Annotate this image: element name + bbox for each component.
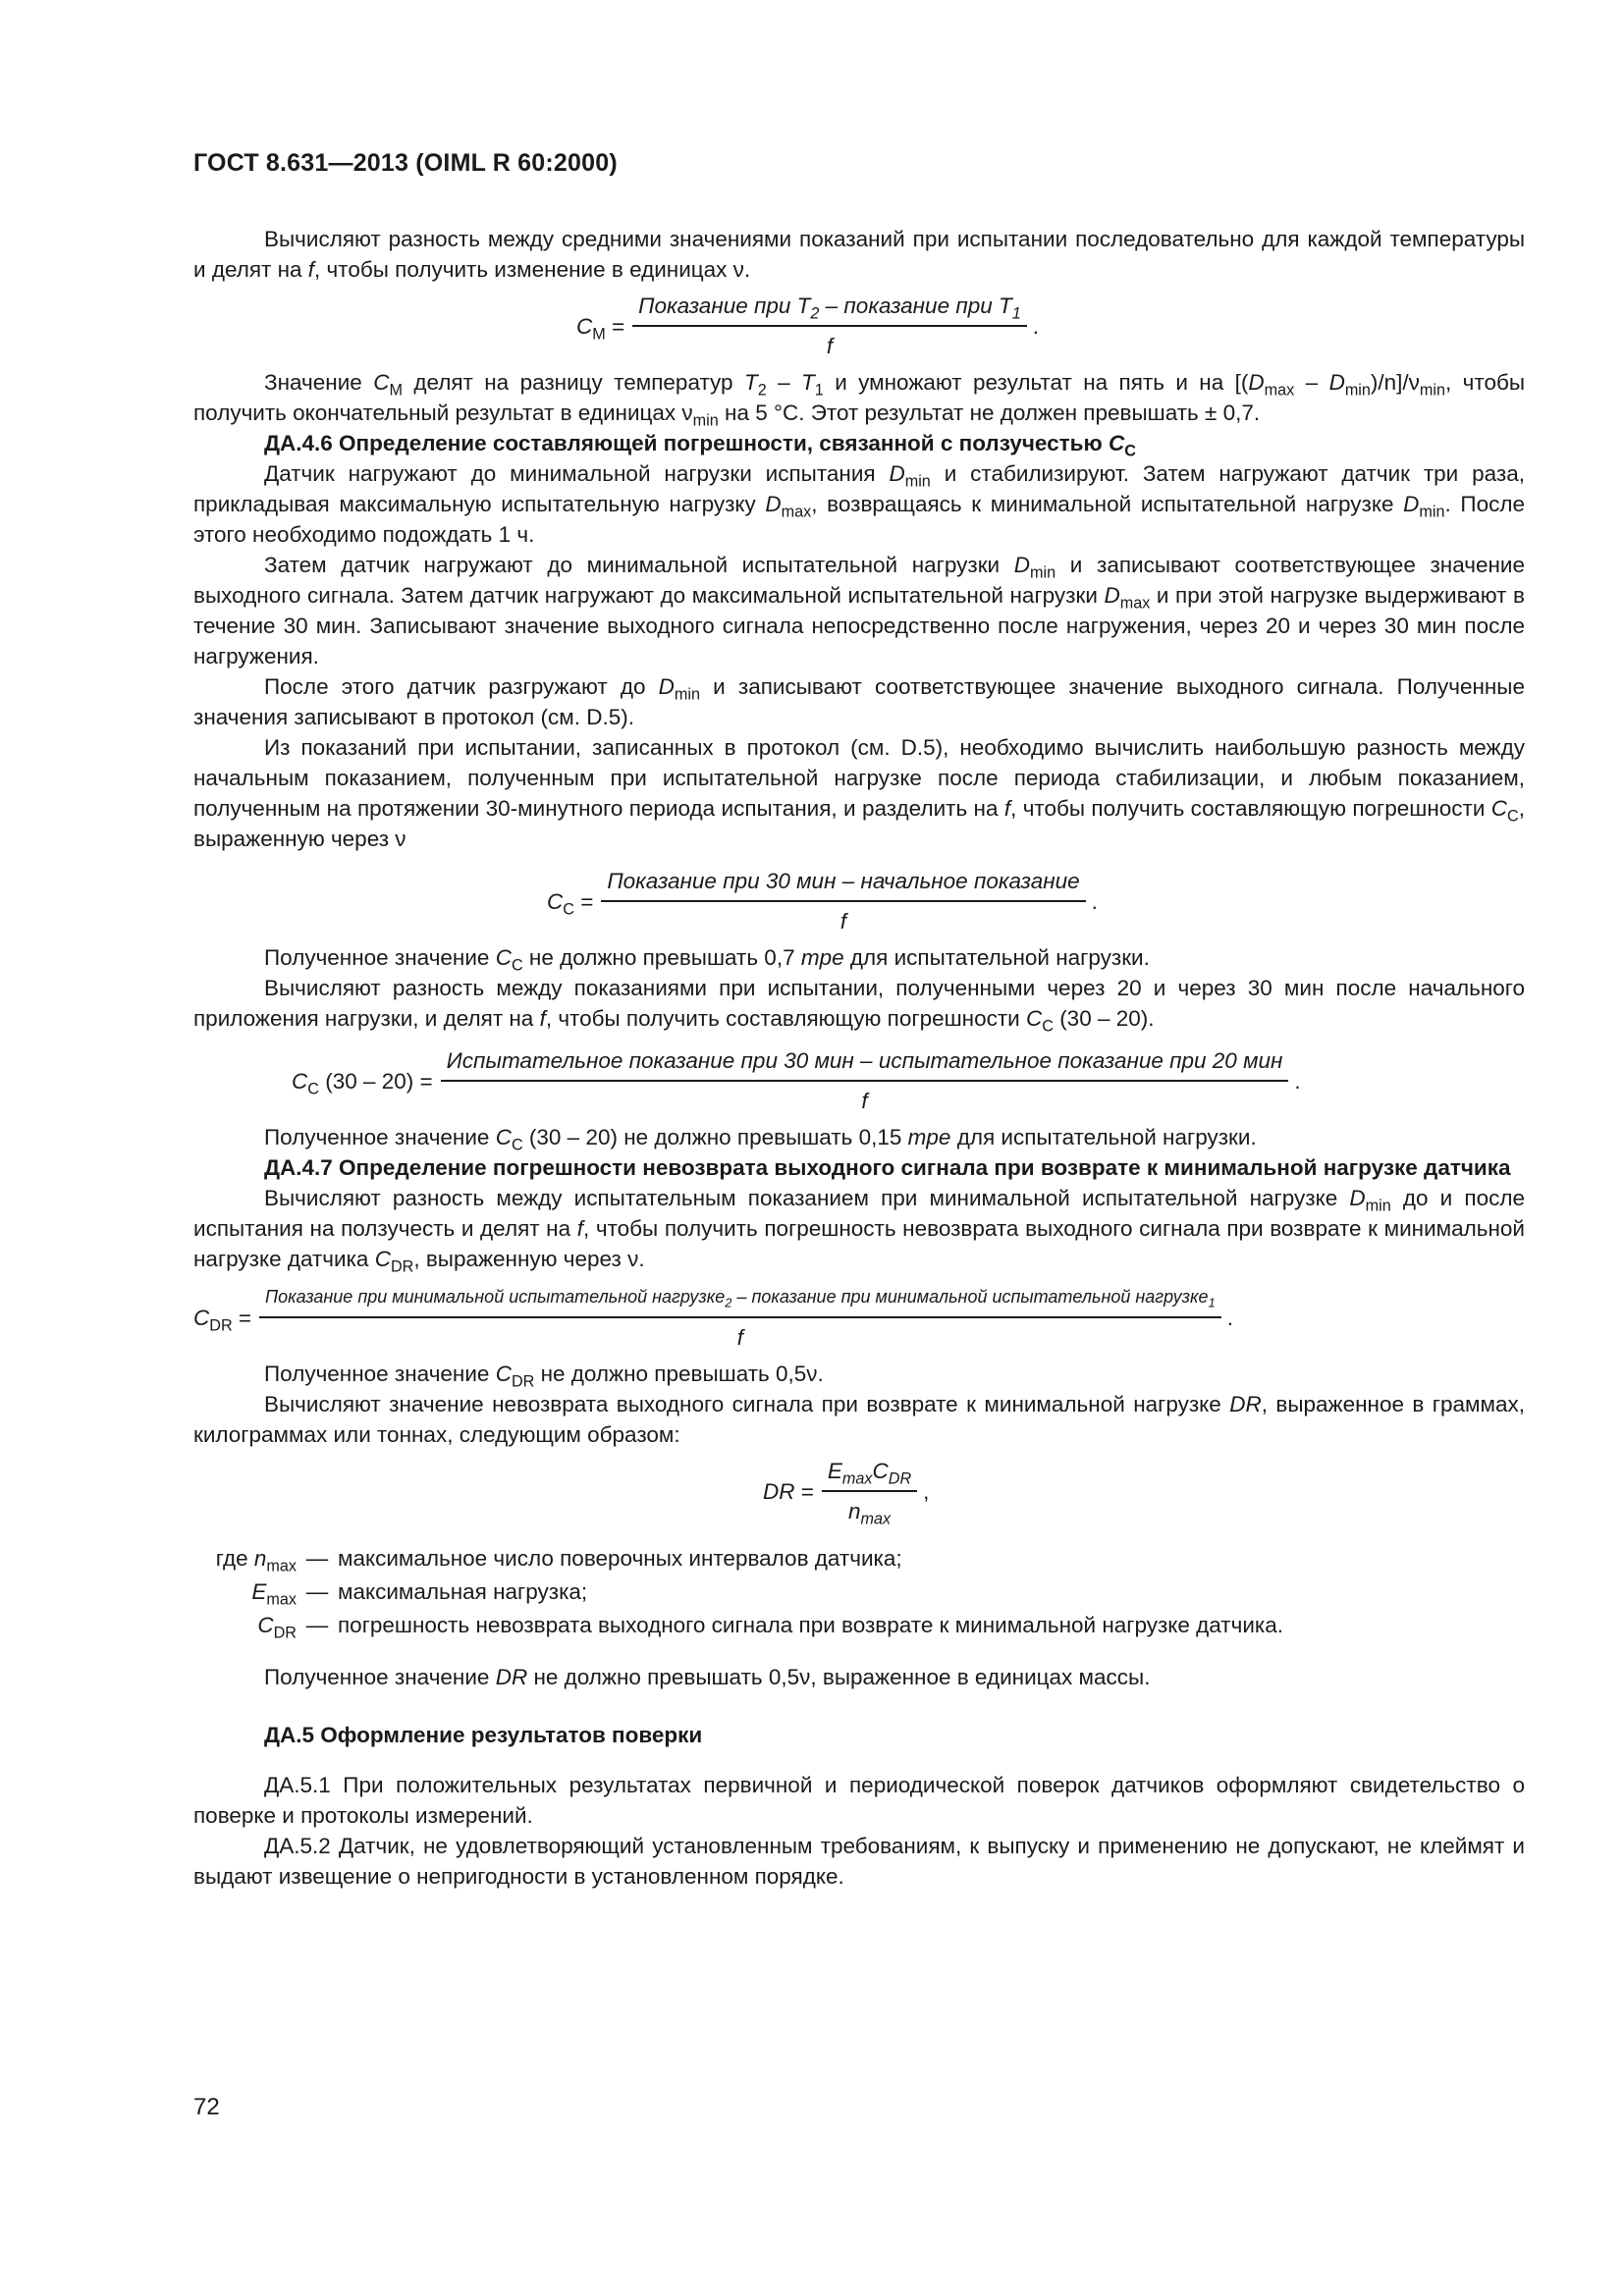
document-body xyxy=(193,224,1525,1892)
paragraph-5-1: ДА.5.1 При положительных результатах первичной и периодической поверок датчиков оформляют свидетельство о поверке и протоколы измерений. xyxy=(193,1773,1525,1828)
paragraph-creep-1: Датчик нагружают до минимальной нагрузки испытания $D_{min}$ и стабилизируют. Затем нагружают датчик три раза, прикладывая максимальную испытательную нагрузку $D_{max}$, возвращаясь к минимальной испытательной нагрузке $D_{min}$. После этого необходимо подождать 1 ч. xyxy=(193,461,1525,547)
document-header: ГОСТ 8.631—2013 (OIML R 60:2000) xyxy=(193,149,618,177)
paragraph-creep-4: Из показаний при испытании, записанных в протокол (см. D.5), необходимо вычислить наибольшую разность между начальным показанием, полученным при испытательной нагрузке после периода стабилизации, и любым показанием, полученным на протяжении 30-минутного периода испытания, и разделить на f, чтобы получить составляющую погрешности $C_C$, выраженную через ν xyxy=(193,735,1525,851)
fraction: $\frac{Показание при T_2 - показание при T_1}{f}$ xyxy=(632,291,1027,361)
formula-cdr: $C_{DR}$ = Показание при минимальной испытательной нагрузке$_2$ – показание при минимальной испытательной нагрузке$_1$ f . xyxy=(193,1282,1525,1353)
formula-cm: $C_M$ = $\frac{Показание при T_2 - показание при T_1}{f}$ . xyxy=(576,291,1525,361)
section-heading-5: ДА.5 Оформление результатов поверки xyxy=(264,1723,703,1747)
paragraph-5-2: ДА.5.2 Датчик, не удовлетворяющий установленным требованиям, к выпуску и применению не допускают, не клеймят и выдают извещение о непригодности в установленном порядке. xyxy=(193,1834,1525,1889)
paragraph-return-1: Вычисляют разность между испытательным показанием при минимальной испытательной нагрузке $D_{min}$ до и после испытания на ползучесть и делят на f, чтобы получить погрешность невозврата выходного сигнала при возврате к минимальной нагрузке датчика $C_{DR}$, выраженную через ν. xyxy=(193,1186,1526,1276)
section-heading-4-7: ДА.4.7 Определение погрешности невозврата выходного сигнала при возврате к минимальной нагрузке датчика xyxy=(264,1155,1511,1180)
paragraph-cdr-limit: Полученное значение $C_{DR}$ не должно превышать 0,5ν. xyxy=(264,1362,824,1391)
fraction: Испытательное показание при 30 мин – испытательное показание при 20 мин f xyxy=(441,1045,1289,1116)
page-number: 72 xyxy=(193,2094,220,2120)
paragraph-dr-limit: Полученное значение DR не должно превышать 0,5ν, выраженное в единицах массы. xyxy=(264,1665,1151,1689)
paragraph-creep-2: Затем датчик нагружают до минимальной испытательной нагрузки $D_{min}$ и записывают соответствующее значение выходного сигнала. Затем датчик нагружают до максимальной испытательной нагрузки $D_{max}$ и при этой нагрузке выдерживают в течение 30 мин. Записывают значение выходного сигнала непосредственно после нагружения, через 20 и через 30 мин после нагружения. xyxy=(193,553,1525,668)
paragraph-cc-diff: Вычисляют разность между показаниями при испытании, полученными через 20 и через 30 мин после начального приложения нагрузки, и делят на f, чтобы получить составляющую погрешности $C_C$ (30 – 20). xyxy=(193,976,1525,1036)
where-item: $E_{max}$ — максимальная нагрузка; xyxy=(251,1579,588,1609)
paragraph-cm-value: Значение $C_M$ делят на разницу температур $T_2 - T_1$ и умножают результат на пять и на $[(D_{max} - D_{min})/n]/\nu_{min}$, чтобы получить окончательный результат в единицах $\nu_{min}$ на 5 °С. Этот результат не должен превышать ± 0,7. xyxy=(193,370,1526,430)
formula-cc-30-20: $C_C$ (30 – 20) = Испытательное показание при 30 мин – испытательное показание при 20 мин f . xyxy=(292,1045,1525,1116)
paragraph-cc-30-20-limit: Полученное значение $C_C$ (30 – 20) не должно превышать 0,15 mpe для испытательной нагрузки. xyxy=(264,1125,1257,1154)
fraction: Показание при минимальной испытательной нагрузке$_2$ – показание при минимальной испытательной нагрузке$_1$ f xyxy=(259,1282,1221,1353)
formula-dr: DR = $\frac{E_{max}C_{DR}}{n_{max}}$ , xyxy=(763,1456,1525,1526)
paragraph-dr-calc: Вычисляют значение невозврата выходного сигнала при возврате к минимальной нагрузке DR, выраженное в граммах, килограммах или тоннах, следующим образом: xyxy=(193,1392,1525,1447)
where-item: $C_{DR}$ — погрешность невозврата выходного сигнала при возврате к минимальной нагрузке датчика. xyxy=(257,1613,1284,1642)
where-item: где $n_{max}$ — максимальное число поверочных интервалов датчика; xyxy=(215,1546,902,1575)
where-list xyxy=(193,1542,1525,1642)
paragraph-temperature-diff: Вычисляют разность между средними значениями показаний при испытании последовательно для каждой температуры и делят на f, чтобы получить изменение в единицах ν. xyxy=(193,227,1525,282)
paragraph-creep-3: После этого датчик разгружают до $D_{min}$ и записывают соответствующее значение выходного сигнала. Полученные значения записывают в протокол (см. D.5). xyxy=(193,674,1525,729)
fraction: $\frac{E_{max}C_{DR}}{n_{max}}$ xyxy=(822,1456,917,1526)
fraction: $\frac{\text{Показание при 30 мин – начальное показание}}{f}$ xyxy=(601,866,1085,936)
section-heading-4-6: ДА.4.6 Определение составляющей погрешности, связанной с ползучестью $C_C$ xyxy=(264,431,1136,460)
formula-cc: $C_C$ = $\frac{\text{Показание при 30 мин – начальное показание}}{f}$ . xyxy=(547,866,1525,936)
paragraph-cc-limit: Полученное значение $C_C$ не должно превышать 0,7 mpe для испытательной нагрузки. xyxy=(264,945,1150,975)
